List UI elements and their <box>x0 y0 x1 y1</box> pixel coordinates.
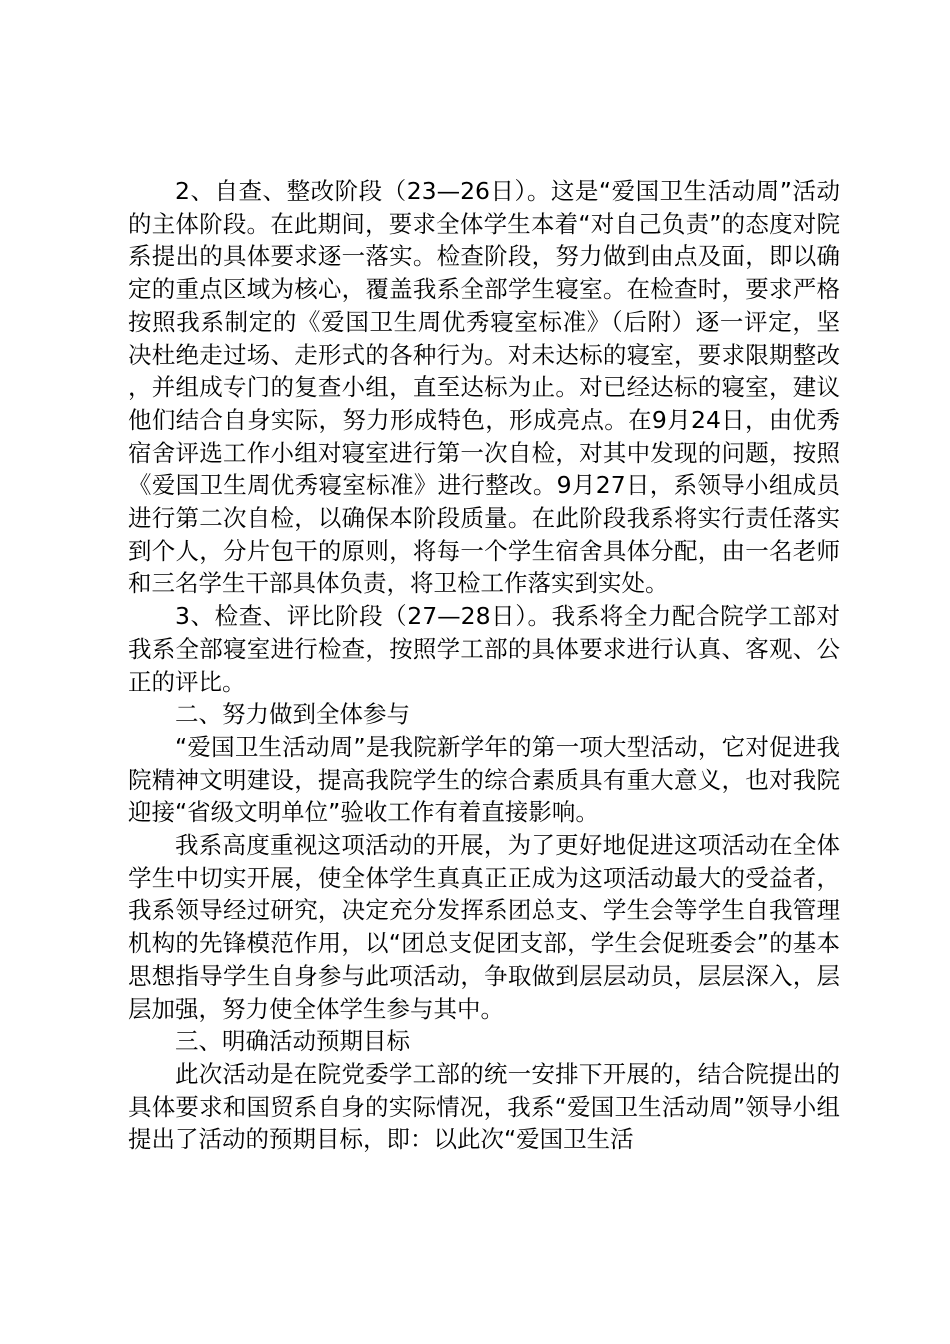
section-heading-participation: 二、努力做到全体参与 <box>175 700 410 729</box>
paragraph-participation-approach: 我系高度重视这项活动的开展，为了更好地促进这项活动在全体学生中切实开展，使全体学生真真正正成为这项活动最大的受益者，我系领导经过研究，决定充分发挥系团总支、学生会等学生自我管理机构的先锋模范作用，以“团总支促团支部，学生会促班委会”的基本思想指导学生自身参与此项活动，争取做到层层动员，层层深入，层层加强，努力使全体学生参与其中。 <box>128 831 840 1023</box>
paragraph-activity-significance: “爱国卫生活动周”是我院新学年的第一项大型活动，它对促进我院精神文明建设，提高我院学生的综合素质具有重大意义，也对我院迎接“省级文明单位”验收工作有着直接影响。 <box>128 732 840 827</box>
section-heading-goals: 三、明确活动预期目标 <box>175 1027 410 1056</box>
paragraph-self-check-stage: 2、自查、整改阶段（23—26日）。这是“爱国卫生活动周”活动的主体阶段。在此期间，要求全体学生本着“对自己负责”的态度对院系提出的具体要求逐一落实。检查阶段，努力做到由点及面，即以确定的重点区域为核心，覆盖我系全部学生寝室。在检查时，要求严格按照我系制定的《爱国卫生周优秀寝室标准》（后附）逐一评定，坚决杜绝走过场、走形式的各种行为。对未达标的寝室，要求限期整改，并组成专门的复查小组，直至达标为止。对已经达标的寝室，建议他们结合自身实际，努力形成特色，形成亮点。在9月24日，由优秀宿舍评选工作小组对寝室进行第一次自检，对其中发现的问题，按照《爱国卫生周优秀寝室标准》进行整改。9月27日，系领导小组成员进行第二次自检，以确保本阶段质量。在此阶段我系将实行责任落实到个人，分片包干的原则，将每一个学生宿舍具体分配，由一名老师和三名学生干部具体负责，将卫检工作落实到实处。 <box>128 177 840 598</box>
paragraph-inspection-stage: 3、检查、评比阶段（27—28日）。我系将全力配合院学工部对我系全部寝室进行检查，按照学工部的具体要求进行认真、客观、公正的评比。 <box>128 602 840 696</box>
document-body <box>128 175 840 1156</box>
paragraph-goals: 此次活动是在院党委学工部的统一安排下开展的，结合院提出的具体要求和国贸系自身的实际情况，我系“爱国卫生活动周”领导小组提出了活动的预期目标，即：以此次“爱国卫生活 <box>128 1059 840 1154</box>
